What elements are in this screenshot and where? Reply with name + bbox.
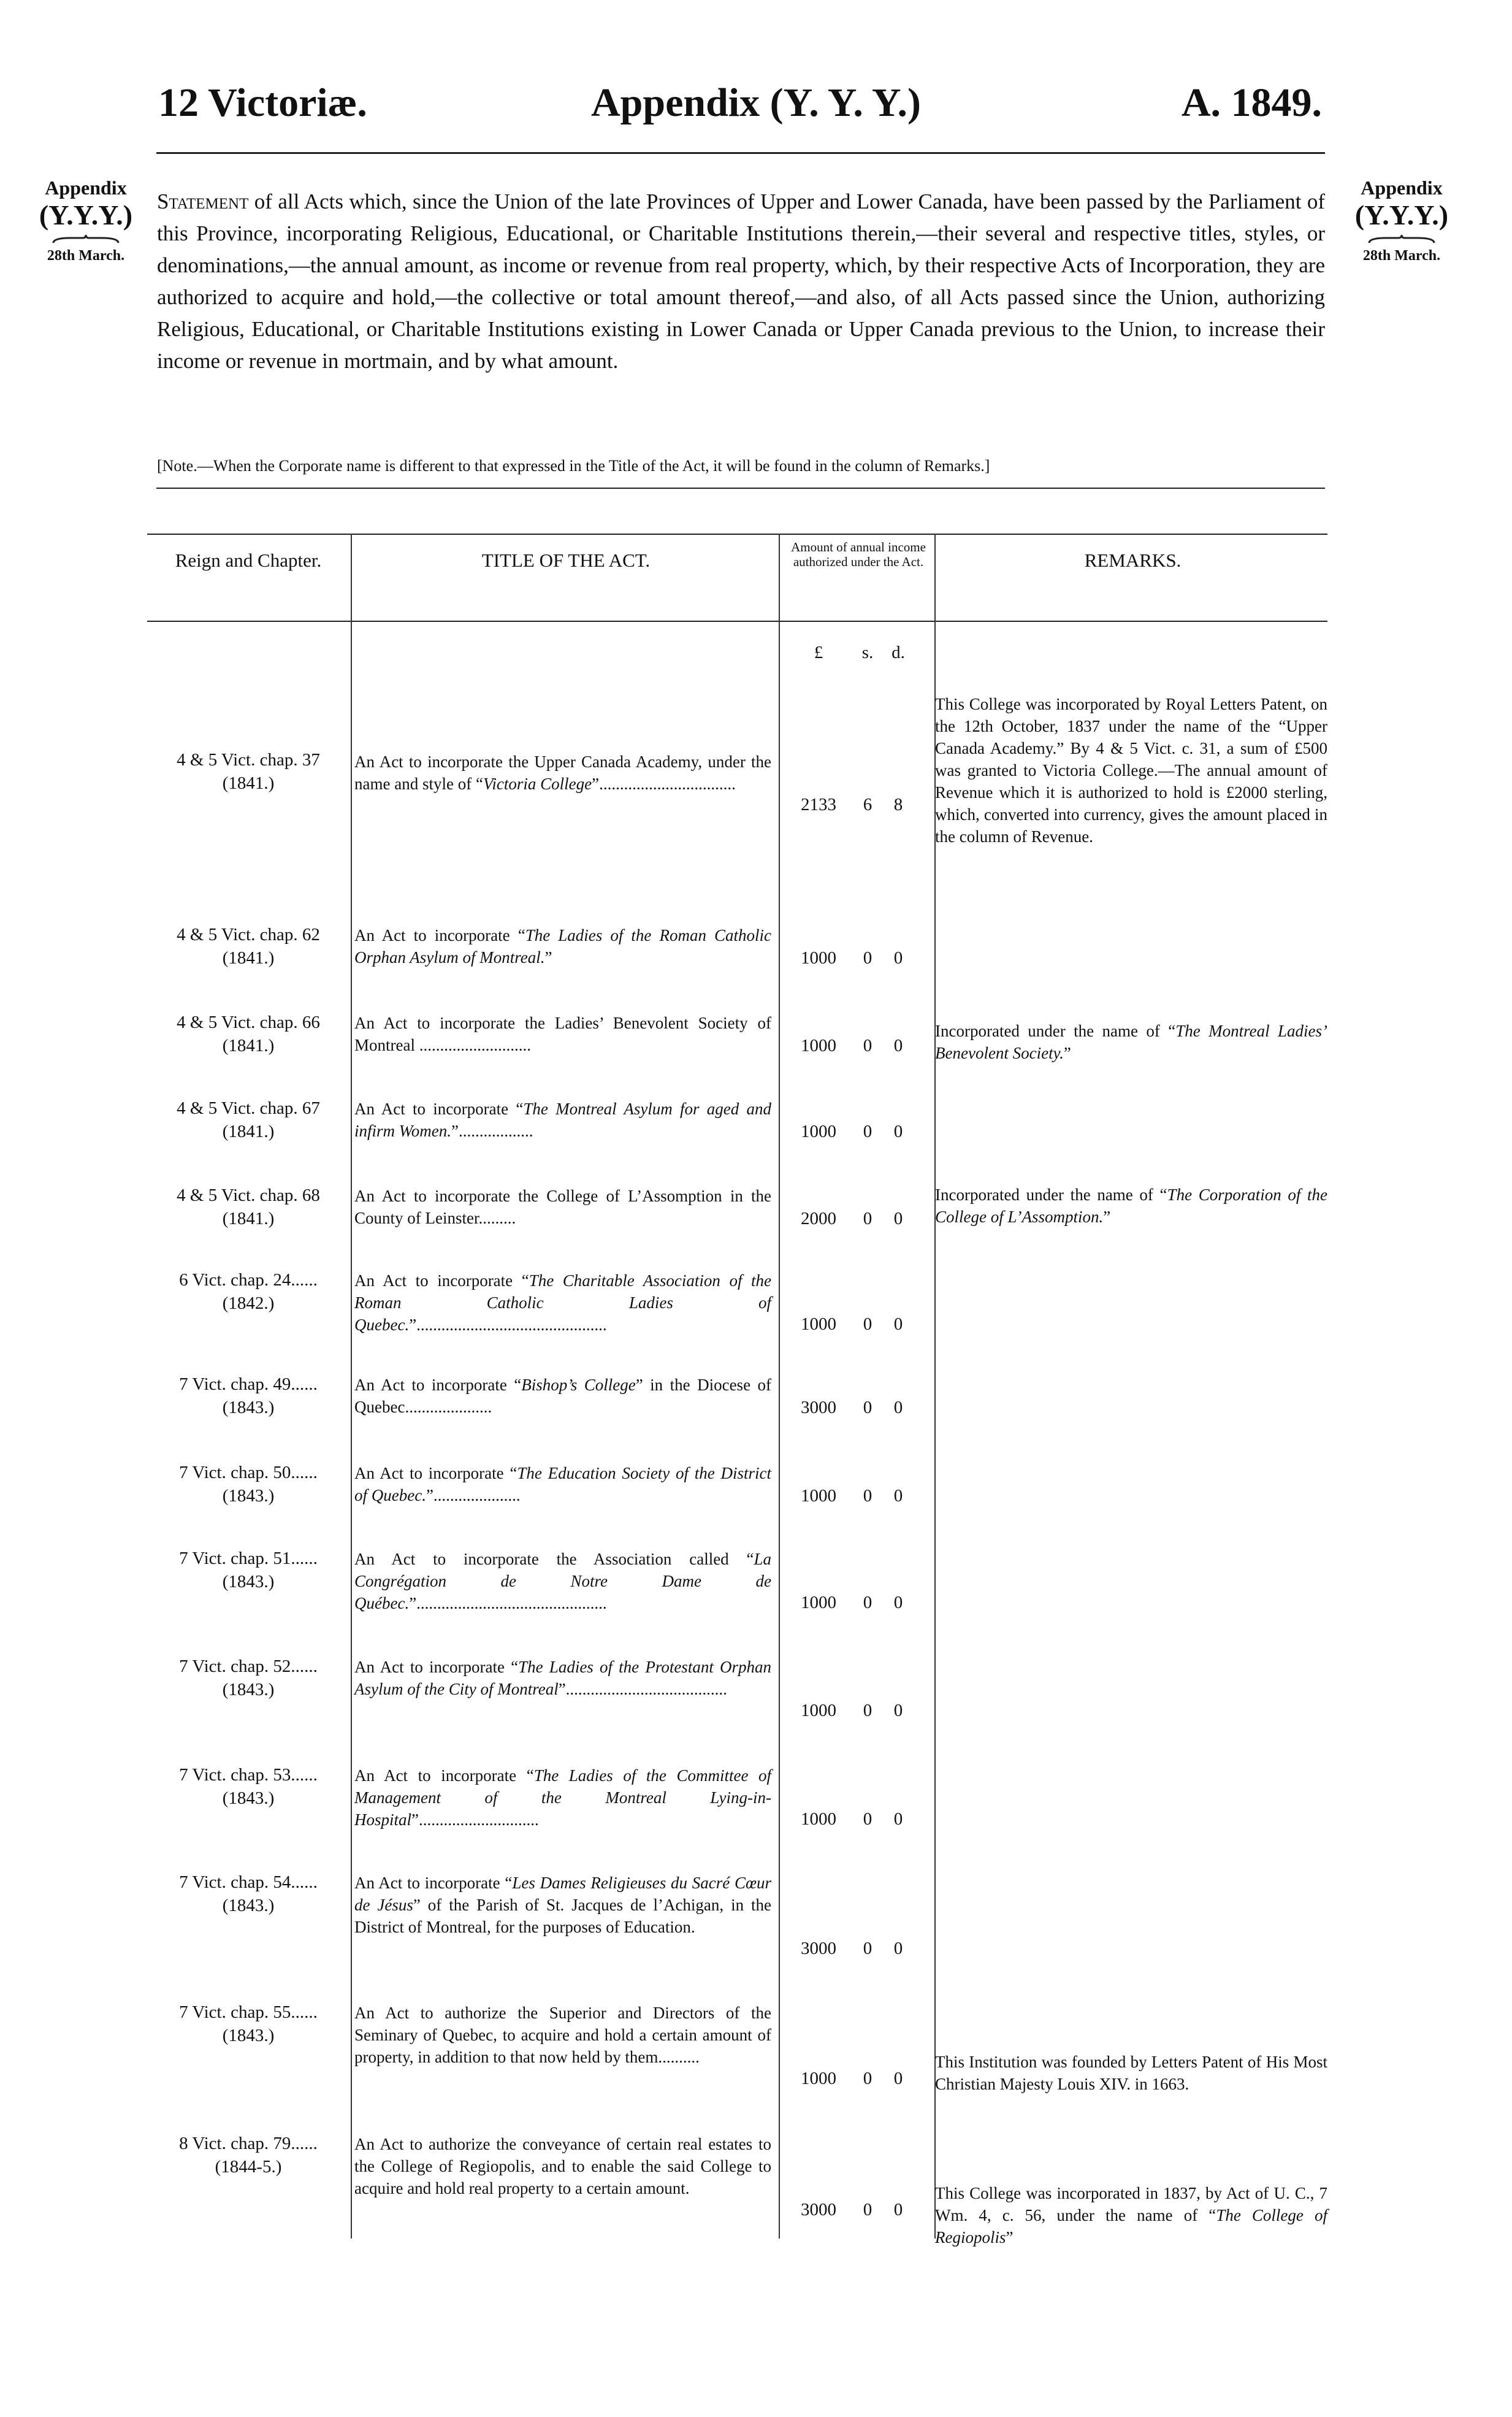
reign-year: (1843.) — [222, 1486, 275, 1506]
table-header-rule — [147, 621, 1327, 622]
title-end: ”.............................................. — [409, 1316, 607, 1334]
remarks-end: ” — [1103, 1208, 1111, 1226]
col-divider-1 — [351, 534, 352, 2239]
reign-year: (1843.) — [222, 1788, 275, 1808]
reign-year: (1843.) — [222, 2026, 275, 2045]
title-end: ”............................. — [411, 1810, 539, 1829]
amount-shillings: 0 — [863, 948, 872, 968]
row-title — [354, 751, 771, 795]
title-name: Bishop’s College — [521, 1376, 636, 1394]
remarks-name: The Montreal Ladies’ Benevolent Society. — [935, 1022, 1327, 1062]
amount-pence: 0 — [893, 948, 903, 968]
reign-chapter: 7 Vict. chap. 55...... — [179, 2002, 318, 2022]
amount-pounds: 1000 — [801, 1486, 836, 1506]
row-remarks: This Institution was founded by Letters Patent of His Most Christian Majesty Louis XIV. in 1663. — [935, 2053, 1327, 2093]
reign-year: (1841.) — [222, 948, 275, 968]
title-text: An Act to incorporate the Upper Canada Academy, under the name and style of “ — [354, 753, 771, 793]
title-text: An Act to incorporate “ — [354, 1874, 513, 1892]
reign-chapter: 4 & 5 Vict. chap. 37 — [177, 750, 320, 770]
brace-icon — [52, 234, 120, 244]
remarks-text: Incorporated under the name of “ — [935, 1022, 1176, 1040]
currency-units — [785, 641, 932, 664]
margin-right-appendix: Appendix — [1361, 177, 1443, 199]
reign-year: (1841.) — [222, 1036, 275, 1055]
amount-shillings: 0 — [863, 1486, 872, 1506]
amount-shillings: 0 — [863, 1939, 872, 1958]
header-rule — [156, 152, 1325, 154]
title-name: The Education Society of the District of Quebec. — [354, 1464, 771, 1504]
note: [Note.—When the Corporate name is different to that expressed in the Title of the Act, it will be found in the column of Remarks.] — [157, 457, 990, 475]
title-end: ” of the Parish of St. Jacques de l’Achigan, in the District of Montreal, for the purposes of Education. — [354, 1896, 771, 1936]
amount-pence: 0 — [893, 1701, 903, 1720]
amount-shillings: 0 — [863, 1809, 872, 1829]
title-text: An Act to authorize the Superior and Directors of the Seminary of Quebec, to acquire and hold a certain amount of property, in addition to that now held by them.......... — [354, 2004, 771, 2066]
reign-year: (1843.) — [222, 1680, 275, 1699]
title-name: The Ladies of the Protestant Orphan Asylum of the City of Montreal — [354, 1658, 771, 1698]
row-reign — [147, 748, 349, 795]
amount-pence: 8 — [893, 795, 903, 814]
amount-pence: 0 — [893, 1314, 903, 1334]
amount-pounds: 1000 — [801, 1036, 836, 1055]
reign-year: (1843.) — [222, 1572, 275, 1592]
reign-chapter: 7 Vict. chap. 54...... — [179, 1872, 318, 1892]
margin-right-ref: (Y.Y.Y.) — [1354, 199, 1449, 231]
remarks-name: The Corporation of the College of L’Assomption. — [935, 1186, 1327, 1226]
reign-chapter: 7 Vict. chap. 50...... — [179, 1463, 318, 1482]
brace-icon — [1368, 234, 1435, 244]
pounds-label: £ — [814, 643, 823, 662]
margin-left-appendix: Appendix — [45, 177, 127, 199]
reign-chapter: 6 Vict. chap. 24...... — [179, 1270, 318, 1290]
remarks-text: This College was incorporated in 1837, by Act of U. C., 7 Wm. 4, c. 56, under the name of “ — [935, 2184, 1327, 2224]
shillings-label: s. — [861, 643, 874, 662]
amount-pence: 0 — [893, 1809, 903, 1829]
amount-shillings: 0 — [863, 2200, 872, 2220]
title-name: The Charitable Association of the Roman Catholic Ladies of Quebec. — [354, 1271, 772, 1334]
title-end: ” — [544, 948, 552, 967]
margin-left-date: 28th March. — [47, 247, 125, 264]
title-end: ” in the Diocese of Quebec..................... — [354, 1376, 772, 1416]
reign-year: (1841.) — [222, 1209, 275, 1228]
header-appendix: Appendix (Y. Y. Y.) — [591, 80, 921, 125]
amount-shillings: 0 — [863, 1314, 872, 1334]
remarks-end: ” — [1006, 2228, 1014, 2247]
reign-year: (1844-5.) — [215, 2157, 282, 2177]
reign-chapter: 7 Vict. chap. 49...... — [179, 1374, 318, 1394]
title-text: An Act to incorporate the College of L’Assomption in the County of Leinster......... — [354, 1187, 771, 1227]
note-rule — [156, 488, 1325, 489]
amount-pence: 0 — [893, 1209, 903, 1228]
title-text: An Act to incorporate “ — [354, 1658, 519, 1676]
title-end: ”....................................... — [558, 1680, 727, 1698]
statement-paragraph — [157, 186, 1325, 377]
remarks-name: The College of Regiopolis — [935, 2206, 1328, 2247]
title-end: ”................................. — [592, 775, 736, 793]
amount-pence: 0 — [893, 1939, 903, 1958]
amount-pounds: 3000 — [801, 1939, 836, 1958]
amount-pence: 0 — [893, 2200, 903, 2220]
title-text: An Act to incorporate “ — [354, 1766, 534, 1785]
margin-right-date: 28th March. — [1362, 247, 1441, 264]
amount-shillings: 0 — [863, 1701, 872, 1720]
title-name: Victoria College — [483, 775, 592, 793]
reign-chapter: 7 Vict. chap. 51...... — [179, 1549, 318, 1568]
col-header-title: TITLE OF THE ACT. — [481, 550, 651, 571]
header-year: A. 1849. — [1181, 80, 1322, 125]
amount-pounds: 1000 — [801, 1593, 836, 1612]
amount-pounds: 1000 — [801, 2069, 836, 2088]
col-header-remarks: REMARKS. — [1084, 550, 1182, 571]
margin-right-label — [1340, 177, 1463, 264]
amount-pence: 0 — [893, 1593, 903, 1612]
amount-shillings: 0 — [863, 1593, 872, 1612]
col-divider-2 — [779, 534, 780, 2239]
amount-pounds: 1000 — [801, 948, 836, 968]
amount-pence: 0 — [893, 1122, 903, 1141]
reign-year: (1843.) — [222, 1398, 275, 1417]
title-text: An Act to incorporate “ — [354, 1271, 529, 1290]
amount-pounds: 3000 — [801, 2200, 836, 2220]
header-session: 12 Victoriæ. — [158, 80, 367, 125]
reign-chapter: 4 & 5 Vict. chap. 67 — [177, 1098, 320, 1118]
remarks-text: Incorporated under the name of “ — [935, 1186, 1167, 1204]
title-name: The Ladies of the Roman Catholic Orphan Asylum of Montreal. — [354, 926, 772, 967]
title-text: An Act to incorporate “ — [354, 1464, 517, 1482]
reign-chapter: 4 & 5 Vict. chap. 68 — [177, 1186, 320, 1205]
remarks-end: ” — [1063, 1044, 1071, 1062]
title-end: ”.............................................. — [409, 1594, 607, 1612]
amount-pounds: 3000 — [801, 1398, 836, 1417]
table-top-rule — [147, 534, 1327, 535]
row-amount — [785, 793, 932, 816]
row-remarks — [935, 1184, 1327, 1228]
margin-left-ref: (Y.Y.Y.) — [39, 199, 133, 231]
title-name: The Ladies of the Committee of Management of the Montreal Lying-in-Hospital — [354, 1766, 771, 1829]
amount-pounds: 1000 — [801, 1809, 836, 1829]
title-end: ”.................. — [451, 1122, 533, 1140]
amount-pence: 0 — [893, 1036, 903, 1055]
reign-year: (1841.) — [222, 773, 275, 793]
amount-pounds: 1000 — [801, 1701, 836, 1720]
title-text: An Act to authorize the conveyance of certain real estates to the College of Regiopolis, and to enable the said College to acquire and hold real property to a certain amount. — [354, 2135, 771, 2197]
amount-pounds: 2133 — [801, 795, 836, 814]
amount-pence: 0 — [893, 1398, 903, 1417]
title-text: An Act to incorporate “ — [354, 926, 525, 944]
title-name: The Montreal Asylum for aged and infirm Women. — [354, 1100, 771, 1140]
amount-shillings: 0 — [863, 2069, 872, 2088]
amount-shillings: 0 — [863, 1398, 872, 1417]
col-header-reign: Reign and Chapter. — [175, 550, 322, 571]
row-remarks: This College was incorporated by Royal Letters Patent, on the 12th October, 1837 under the name of the “Upper Canada Academy.” By 4 & 5 Vict. c. 31, a sum of £500 was granted to Victoria College.—The annual amount of Revenue which it is authorized to hold is £2000 sterling, which, converted into currency, gives the amount placed in the column of Revenue. — [935, 695, 1327, 846]
amount-shillings: 6 — [863, 795, 872, 814]
reign-chapter: 4 & 5 Vict. chap. 62 — [177, 925, 320, 944]
amount-pounds: 1000 — [801, 1314, 836, 1334]
title-text: An Act to incorporate the Ladies’ Benevolent Society of Montreal ........................... — [354, 1014, 771, 1054]
col-header-amount: Amount of annual income authorized under the Act. — [791, 540, 926, 570]
amount-pence: 0 — [893, 1486, 903, 1506]
title-name: La Congrégation de Notre Dame de Québec. — [354, 1550, 771, 1612]
title-text: An Act to incorporate “ — [354, 1100, 524, 1118]
amount-shillings: 0 — [863, 1122, 872, 1141]
title-name: Les Dames Religieuses du Sacré Cœur de Jésus — [354, 1874, 771, 1914]
title-text: An Act to incorporate the Association called “ — [354, 1550, 754, 1568]
reign-year: (1843.) — [222, 1896, 275, 1915]
amount-shillings: 0 — [863, 1209, 872, 1228]
reign-chapter: 8 Vict. chap. 79...... — [179, 2134, 318, 2153]
row-remarks — [935, 1020, 1327, 1064]
reign-year: (1841.) — [222, 1122, 275, 1141]
statement-text: of all Acts which, since the Union of the late Provinces of Upper and Lower Canada, have been passed by the Parliament of this Province, incorporating Religious, Educational, or Charitable Institutions therein,—their several and respective titles, styles, or denominations,—the annual amount, as income or revenue from real property, which, by their respective Acts of Incorporation, they are authorized to acquire and hold,—the collective or total amount thereof,—and also, of all Acts passed since the Union, authorizing Religious, Educational, or Charitable Institutions existing in Lower Canada or Upper Canada previous to the Union, to increase their income or revenue in mortmain, and by what amount. — [157, 190, 1325, 373]
reign-year: (1842.) — [222, 1293, 275, 1313]
pence-label: d. — [892, 643, 905, 662]
reign-chapter: 7 Vict. chap. 52...... — [179, 1657, 318, 1676]
reign-chapter: 7 Vict. chap. 53...... — [179, 1765, 318, 1785]
title-end: ”..................... — [426, 1486, 521, 1504]
row-remarks — [935, 2182, 1327, 2248]
amount-shillings: 0 — [863, 1036, 872, 1055]
statement-lead: Statement — [157, 190, 249, 213]
margin-left-label — [25, 177, 147, 264]
amount-pounds: 2000 — [801, 1209, 836, 1228]
amount-pence: 0 — [893, 2069, 903, 2088]
title-text: An Act to incorporate “ — [354, 1376, 522, 1394]
reign-chapter: 4 & 5 Vict. chap. 66 — [177, 1013, 320, 1032]
amount-pounds: 1000 — [801, 1122, 836, 1141]
